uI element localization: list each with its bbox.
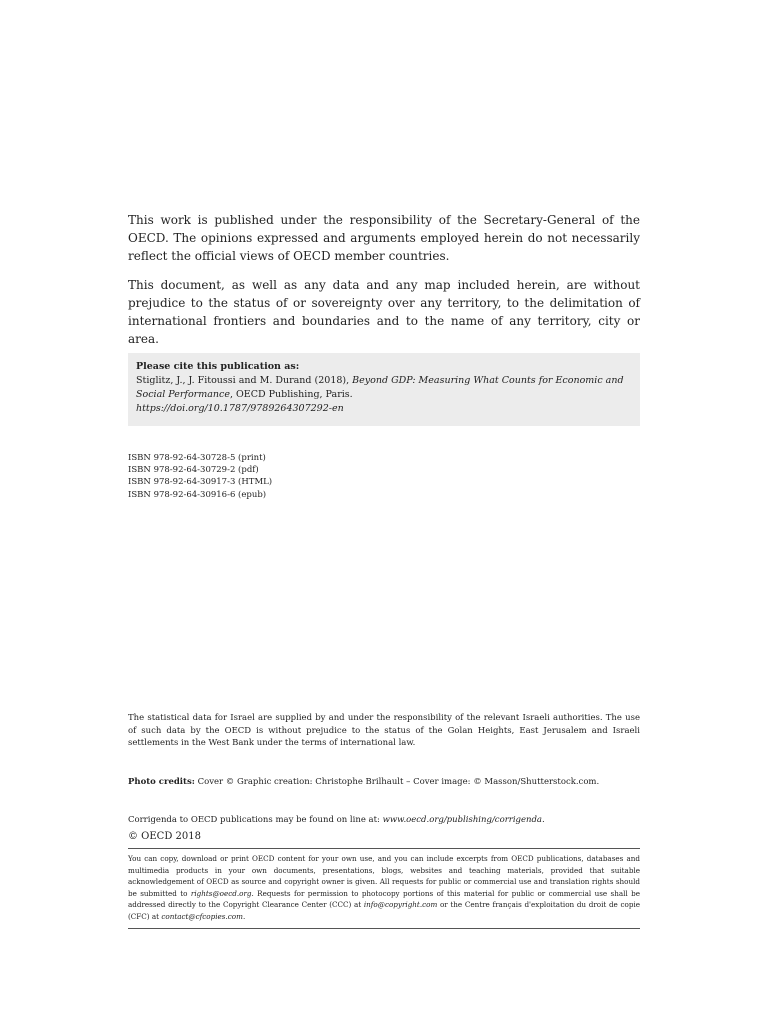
license-part-3: or the Centre français d'exploitation du droit de copie (CFC) at	[128, 900, 640, 921]
copyright-page	[128, 0, 640, 1024]
isbn-epub: ISBN 978-92-64-30916-6 (epub)	[128, 489, 267, 500]
license-part-1: You can copy, download or print OECD content for your own use, and you can include excerpts from OECD publications, databases and multimedia products in your own documents, presentations, blogs, websites and teaching materials, provided that suitable acknowledgement of OECD as source and copyright owner is given. All requests for public or commercial use and translation rights should be submitted to	[128, 854, 640, 898]
photo-credits-label: Photo credits:	[128, 777, 195, 787]
copyright-notice: © OECD 2018	[128, 831, 201, 842]
isbn-list	[128, 452, 428, 501]
isbn-print: ISBN 978-92-64-30728-5 (print)	[128, 453, 266, 463]
corrigenda-link[interactable]: www.oecd.org/publishing/corrigenda	[382, 815, 542, 825]
license-part-4: .	[242, 911, 246, 921]
divider-bottom	[128, 928, 640, 929]
citation-box	[128, 353, 640, 426]
citation-heading: Please cite this publication as:	[136, 361, 300, 372]
citation-doi-link[interactable]: https://doi.org/10.1787/9789264307292-en	[136, 403, 344, 414]
citation-authors: Stiglitz, J., J. Fitoussi and M. Durand (2018),	[136, 375, 353, 386]
corrigenda-text: Corrigenda to OECD publications may be found on line at:	[128, 815, 383, 825]
license-part-2: . Requests for permission to photocopy portions of this material for public or commercial use shall be addressed directly to the Copyright Clearance Center (CCC) at	[128, 888, 640, 910]
israel-data-note: The statistical data for Israel are supplied by and under the responsibility of the relevant Israeli authorities. The use of such data by the OECD is without prejudice to the status of the Golan Heights, East Jerusalem and Israeli settlements in the West Bank under the terms of international law.	[128, 713, 640, 748]
responsibility-paragraph: This work is published under the responsibility of the Secretary-General of the OECD. The opinions expressed and arguments employed herein do not necessarily reflect the official views of OECD member countries.	[128, 213, 640, 263]
corrigenda-end: .	[542, 815, 545, 825]
divider-top	[128, 848, 640, 849]
isbn-html: ISBN 978-92-64-30917-3 (HTML)	[128, 477, 273, 488]
license-text	[128, 853, 640, 923]
photo-credits-text: Cover © Graphic creation: Christophe Brilhault – Cover image: © Masson/Shutterstock.com.	[194, 777, 600, 787]
citation-publisher: , OECD Publishing, Paris.	[229, 389, 353, 400]
rights-email-link[interactable]: rights@oecd.org	[190, 888, 252, 898]
corrigenda-note	[128, 814, 640, 826]
photo-credits	[128, 776, 640, 788]
cfc-email-link[interactable]: contact@cfcopies.com	[161, 911, 243, 921]
copyright-email-link[interactable]: info@copyright.com	[363, 900, 438, 910]
isbn-pdf: ISBN 978-92-64-30729-2 (pdf)	[128, 465, 259, 476]
citation-title: Beyond GDP: Measuring What Counts for Economic and Social Performance	[136, 375, 624, 400]
territory-disclaimer-paragraph: This document, as well as any data and any map included herein, are without prejudice to the status of or sovereignty over any territory, to the delimitation of international frontiers and boundaries and to the name of any territory, city or area.	[128, 278, 640, 346]
